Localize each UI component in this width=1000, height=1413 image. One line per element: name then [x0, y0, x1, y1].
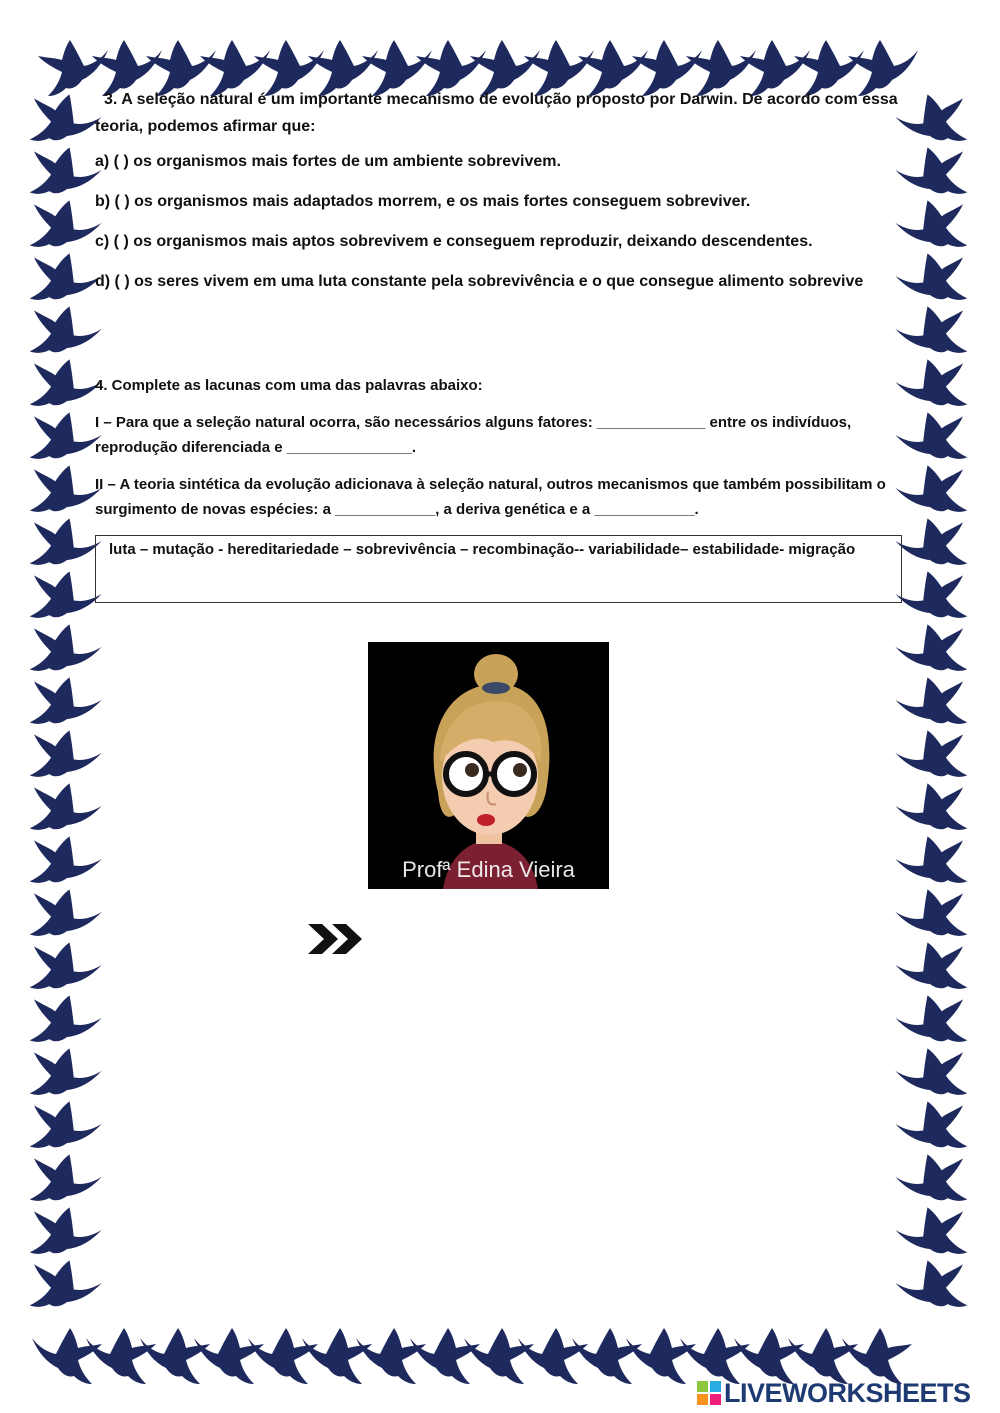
swallow-bird-icon	[892, 1143, 977, 1220]
swallow-bird-icon	[892, 1249, 977, 1326]
swallow-bird-icon	[892, 719, 977, 796]
swallow-bird-icon	[20, 1249, 105, 1326]
logo-text: LIVEWORKSHEETS	[724, 1378, 971, 1408]
swallow-bird-icon	[892, 666, 977, 743]
avatar-caption: Profª Edina Vieira	[402, 857, 575, 882]
question-4-item-i: I – Para que a seleção natural ocorra, são necessários alguns fatores: _____________ entre os indivíduos, reprodução diferenciada e _______________.	[95, 414, 852, 456]
word-bank-box	[95, 535, 902, 603]
swallow-bird-icon	[892, 189, 977, 266]
swallow-bird-icon	[892, 295, 977, 372]
swallow-bird-icon	[464, 1328, 534, 1384]
swallow-bird-icon	[20, 189, 105, 266]
swallow-bird-icon	[842, 1328, 912, 1384]
swallow-bird-icon	[20, 931, 105, 1008]
swallow-bird-icon	[892, 242, 977, 319]
swallow-bird-icon	[892, 984, 977, 1061]
swallow-bird-icon	[20, 348, 105, 425]
swallow-bird-icon	[892, 772, 977, 849]
swallow-bird-icon	[892, 136, 977, 213]
swallow-bird-icon	[20, 401, 105, 478]
liveworksheets-logo-icon	[697, 1381, 721, 1405]
swallow-bird-icon	[892, 1196, 977, 1273]
swallow-bird-icon	[626, 1328, 696, 1384]
question-3-option-c[interactable]: c) ( ) os organismos mais aptos sobrevivem e conseguem reproduzir, deixando descendentes.	[95, 233, 813, 250]
swallow-bird-icon	[356, 1328, 426, 1384]
swallow-bird-icon	[892, 401, 977, 478]
swallow-bird-icon	[734, 1328, 804, 1384]
double-chevron-right-icon[interactable]	[306, 920, 366, 958]
swallow-bird-icon	[20, 136, 105, 213]
swallow-bird-icon	[892, 1090, 977, 1167]
teacher-avatar-icon	[368, 642, 609, 889]
question-3-option-b[interactable]: b) ( ) os organismos mais adaptados morrem, e os mais fortes conseguem sobreviver.	[95, 193, 751, 210]
question-3-stem: 3. A seleção natural é um importante mecanismo de evolução proposto por Darwin. De acordo com essa teoria, podemos afirmar que:	[95, 91, 898, 135]
swallow-bird-icon	[892, 825, 977, 902]
swallow-bird-icon	[86, 1328, 156, 1384]
swallow-bird-icon	[892, 348, 977, 425]
word-bank-text: luta – mutação - hereditariedade – sobrevivência – recombinação-- variabilidade– estabilidade- migração	[109, 541, 856, 558]
swallow-bird-icon	[20, 242, 105, 319]
swallow-bird-icon	[680, 1328, 750, 1384]
question-3-option-d[interactable]: d) ( ) os seres vivem em uma luta constante pela sobrevivência e o que consegue alimento sobrevive	[95, 273, 864, 290]
swallow-bird-icon	[20, 560, 105, 637]
swallow-bird-icon	[892, 560, 977, 637]
swallow-bird-icon	[20, 772, 105, 849]
question-4-item-ii: II – A teoria sintética da evolução adicionava à seleção natural, outros mecanismos que também possibilitam o surgimento de novas espécies: a ____________, a deriva genética e a ____________.	[95, 476, 886, 518]
swallow-bird-icon	[20, 295, 105, 372]
question-3-option-a[interactable]: a) ( ) os organismos mais fortes de um ambiente sobrevivem.	[95, 153, 561, 170]
question-4-stem: 4. Complete as lacunas com uma das palavras abaixo:	[95, 377, 483, 394]
swallow-bird-icon	[572, 1328, 642, 1384]
swallow-bird-icon	[20, 825, 105, 902]
swallow-bird-icon	[140, 1328, 210, 1384]
swallow-bird-icon	[20, 454, 105, 531]
swallow-bird-icon	[20, 984, 105, 1061]
swallow-bird-icon	[302, 1328, 372, 1384]
swallow-bird-icon	[20, 878, 105, 955]
swallow-bird-icon	[892, 507, 977, 584]
swallow-bird-icon	[518, 1328, 588, 1384]
teacher-avatar-card	[368, 642, 609, 889]
swallow-bird-icon	[20, 1090, 105, 1167]
swallow-bird-icon	[194, 1328, 264, 1384]
swallow-bird-icon	[32, 1328, 102, 1384]
swallow-bird-icon	[248, 1328, 318, 1384]
swallow-bird-icon	[892, 878, 977, 955]
swallow-bird-icon	[20, 613, 105, 690]
swallow-bird-icon	[892, 83, 977, 160]
swallow-bird-icon	[892, 931, 977, 1008]
swallow-bird-icon	[20, 666, 105, 743]
swallow-bird-icon	[892, 454, 977, 531]
swallow-bird-icon	[20, 507, 105, 584]
swallow-bird-icon	[892, 1037, 977, 1114]
swallow-bird-icon	[892, 613, 977, 690]
swallow-bird-icon	[20, 1196, 105, 1273]
swallow-bird-icon	[20, 1037, 105, 1114]
swallow-bird-icon	[20, 83, 105, 160]
swallow-bird-icon	[410, 1328, 480, 1384]
swallow-bird-icon	[20, 719, 105, 796]
swallow-bird-icon	[788, 1328, 858, 1384]
swallow-bird-icon	[20, 1143, 105, 1220]
